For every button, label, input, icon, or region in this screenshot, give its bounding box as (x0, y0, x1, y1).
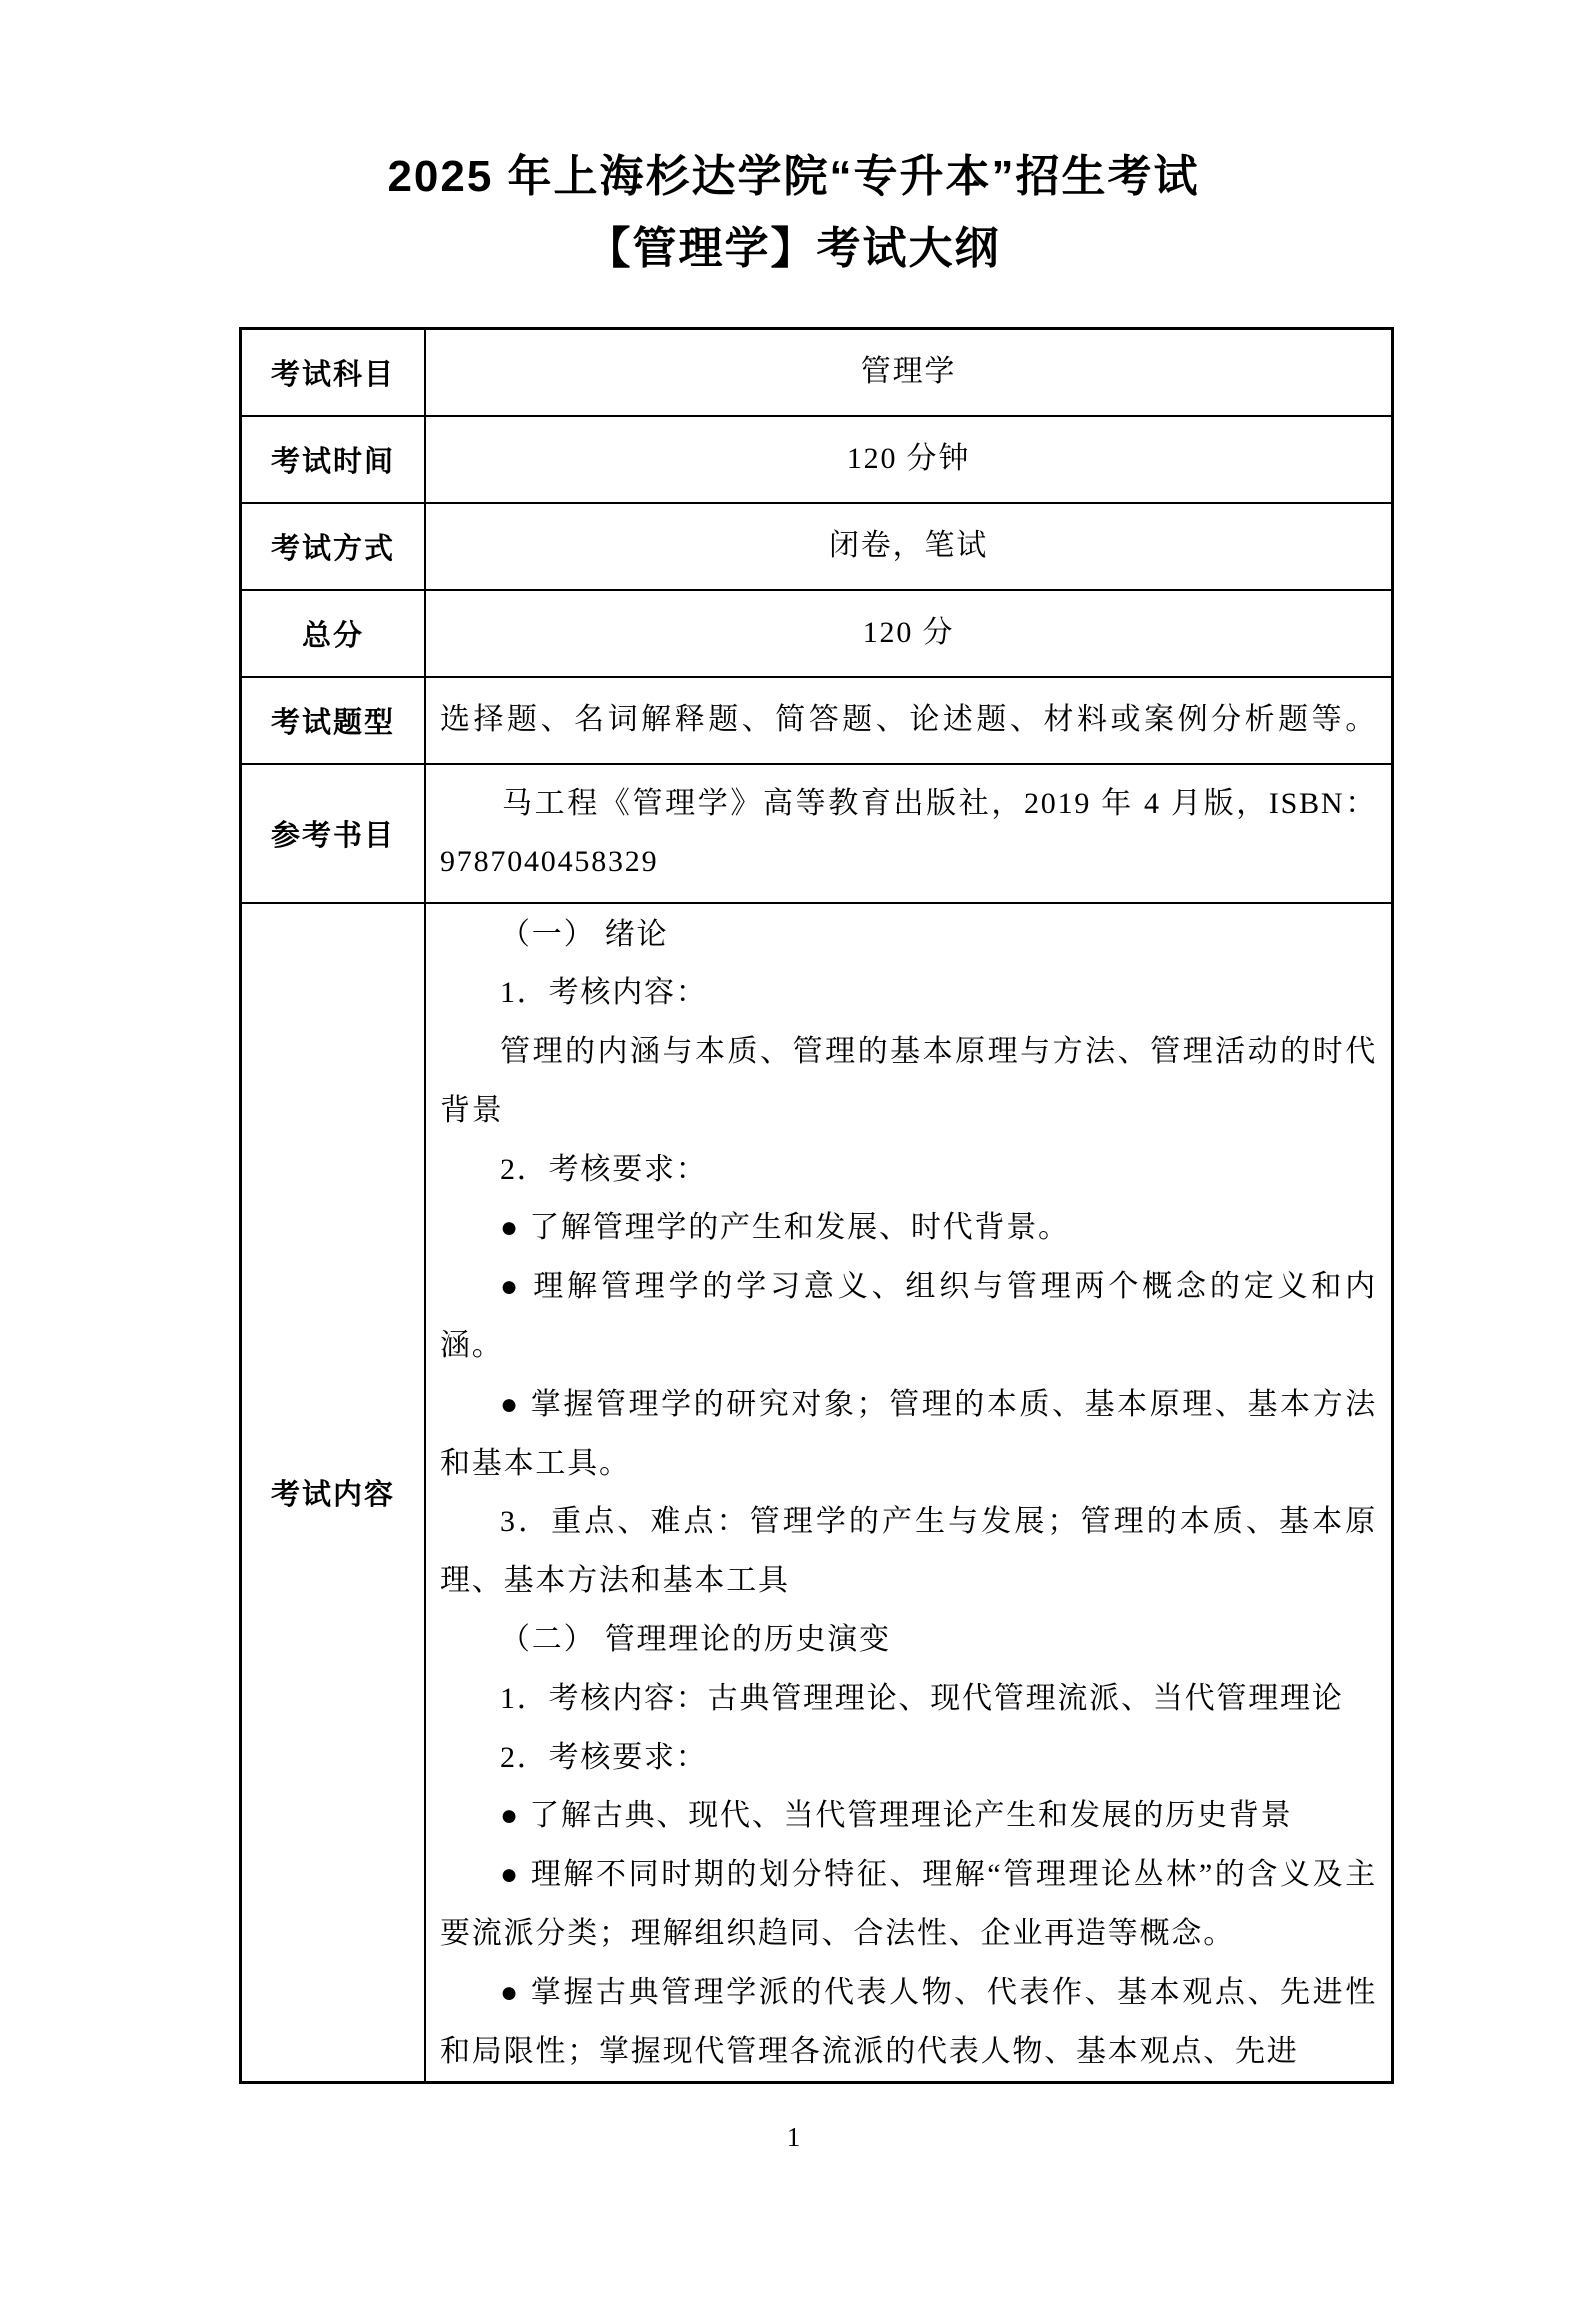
row-label-cell: 总分 (241, 590, 426, 677)
content-paragraph: 管理的内涵与本质、管理的基本原理与方法、管理活动的时代背景 (440, 1035, 1377, 1127)
page-number: 1 (786, 2122, 801, 2152)
content-paragraph: 1．考核内容：古典管理理论、现代管理流派、当代管理理论 (500, 1681, 1344, 1715)
row-label-cell: 考试时间 (241, 416, 426, 503)
content-paragraph: ● 理解不同时期的划分特征、理解“管理理论丛林”的含义及主要流派分类；理解组织趋同、合法性、企业再造等概念。 (440, 1858, 1377, 1951)
content-paragraph: 3．重点、难点：管理学的产生与发展；管理的本质、基本原理、基本方法和基本工具 (440, 1505, 1377, 1598)
row-value-cell (425, 764, 1393, 903)
reference-line: 9787040458329 (440, 845, 659, 878)
row-label-cell: 考试方式 (241, 503, 426, 590)
content-paragraph: 2．考核要求： (500, 1740, 708, 1774)
row-value-cell: 选择题、名词解释题、简答题、论述题、材料或案例分析题等。 (425, 677, 1393, 764)
content-paragraph: （一） 绪论 (500, 917, 669, 951)
content-paragraph: ● 掌握古典管理学派的代表人物、代表作、基本观点、先进性和局限性；掌握现代管理各流派的代表人物、基本观点、先进 (440, 1975, 1377, 2068)
row-content-cell (425, 903, 1393, 2083)
row-value-cell: 120 分 (425, 590, 1393, 677)
content-paragraph: ● 了解管理学的产生和发展、时代背景。 (500, 1211, 1070, 1245)
content-paragraph: （二） 管理理论的历史演变 (500, 1623, 891, 1657)
table-row (241, 590, 1393, 677)
reference-line: 马工程《管理学》高等教育出版社，2019 年 4 月版，ISBN： (502, 787, 1377, 820)
document-title-line2: 【管理学】考试大纲 (586, 224, 1001, 273)
table-row (241, 503, 1393, 590)
table-row (241, 416, 1393, 503)
row-label-cell: 考试科目 (241, 329, 426, 416)
content-paragraph: ● 理解管理学的学习意义、组织与管理两个概念的定义和内涵。 (440, 1270, 1377, 1363)
row-label-cell: 参考书目 (241, 764, 426, 903)
table-row (241, 903, 1393, 2083)
table-row (241, 677, 1393, 764)
table-row (241, 329, 1393, 416)
table-row (241, 764, 1393, 903)
content-paragraph: ● 掌握管理学的研究对象；管理的本质、基本原理、基本方法和基本工具。 (440, 1387, 1377, 1480)
row-value-cell: 120 分钟 (425, 416, 1393, 503)
content-paragraph: 1．考核内容： (500, 976, 708, 1010)
document-title-line1: 2025 年上海杉达学院“专升本”招生考试 (387, 152, 1200, 201)
content-paragraph: 2．考核要求： (500, 1152, 708, 1186)
content-paragraph: ● 了解古典、现代、当代管理理论产生和发展的历史背景 (500, 1799, 1293, 1833)
exam-info-table (239, 327, 1394, 2084)
row-label-cell: 考试内容 (241, 903, 426, 2083)
row-value-cell: 闭卷，笔试 (425, 503, 1393, 590)
row-label-cell: 考试题型 (241, 677, 426, 764)
exam-outline-table-container (239, 327, 1394, 2084)
row-value-cell: 管理学 (425, 329, 1393, 416)
